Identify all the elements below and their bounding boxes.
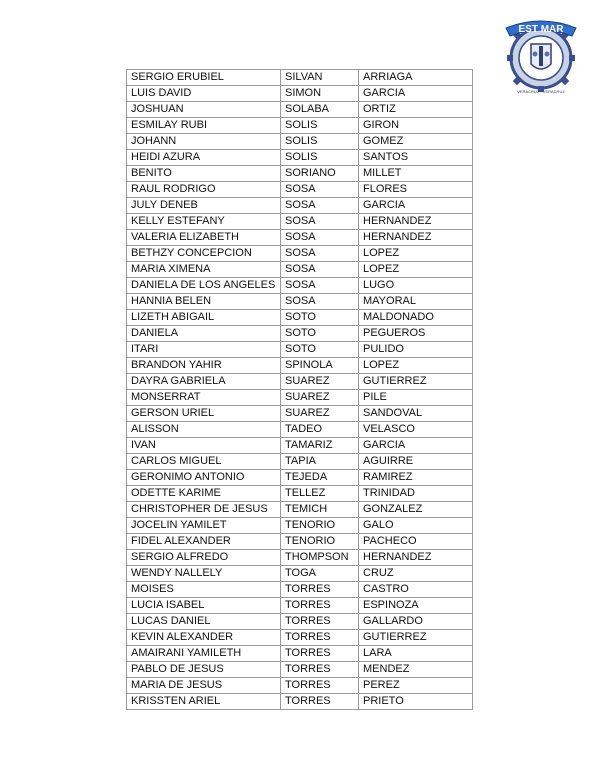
- maternal-surname-cell: LARA: [359, 646, 473, 662]
- paternal-surname-cell: TELLEZ: [281, 486, 359, 502]
- maternal-surname-cell: PRIETO: [359, 694, 473, 710]
- table-row: [127, 230, 473, 246]
- paternal-surname-cell: TORRES: [281, 630, 359, 646]
- paternal-surname-cell: SOTO: [281, 326, 359, 342]
- table-row: [127, 422, 473, 438]
- first-name-cell: MARIA DE JESUS: [127, 678, 281, 694]
- table-row: [127, 198, 473, 214]
- maternal-surname-cell: PULIDO: [359, 342, 473, 358]
- maternal-surname-cell: LUGO: [359, 278, 473, 294]
- table-row: [127, 438, 473, 454]
- maternal-surname-cell: MENDEZ: [359, 662, 473, 678]
- paternal-surname-cell: SOSA: [281, 198, 359, 214]
- paternal-surname-cell: SOSA: [281, 182, 359, 198]
- maternal-surname-cell: HERNANDEZ: [359, 214, 473, 230]
- first-name-cell: LUCAS DANIEL: [127, 614, 281, 630]
- first-name-cell: PABLO DE JESUS: [127, 662, 281, 678]
- first-name-cell: ODETTE KARIME: [127, 486, 281, 502]
- first-name-cell: LIZETH ABIGAIL: [127, 310, 281, 326]
- paternal-surname-cell: SPINOLA: [281, 358, 359, 374]
- table-row: [127, 214, 473, 230]
- first-name-cell: BRANDON YAHIR: [127, 358, 281, 374]
- maternal-surname-cell: GIRON: [359, 118, 473, 134]
- paternal-surname-cell: SOLIS: [281, 118, 359, 134]
- first-name-cell: KRISSTEN ARIEL: [127, 694, 281, 710]
- first-name-cell: MOISES: [127, 582, 281, 598]
- first-name-cell: JOCELIN YAMILET: [127, 518, 281, 534]
- first-name-cell: SERGIO ERUBIEL: [127, 70, 281, 86]
- first-name-cell: JOHANN: [127, 134, 281, 150]
- table-row: [127, 310, 473, 326]
- maternal-surname-cell: PILE: [359, 390, 473, 406]
- first-name-cell: HANNIA BELEN: [127, 294, 281, 310]
- student-roster-table: [126, 69, 473, 710]
- first-name-cell: HEIDI AZURA: [127, 150, 281, 166]
- paternal-surname-cell: THOMPSON: [281, 550, 359, 566]
- paternal-surname-cell: SOTO: [281, 342, 359, 358]
- first-name-cell: VALERIA ELIZABETH: [127, 230, 281, 246]
- maternal-surname-cell: GALO: [359, 518, 473, 534]
- first-name-cell: CARLOS MIGUEL: [127, 454, 281, 470]
- maternal-surname-cell: CASTRO: [359, 582, 473, 598]
- maternal-surname-cell: MILLET: [359, 166, 473, 182]
- first-name-cell: DANIELA: [127, 326, 281, 342]
- maternal-surname-cell: GUTIERREZ: [359, 374, 473, 390]
- school-logo: [500, 14, 582, 96]
- maternal-surname-cell: LOPEZ: [359, 358, 473, 374]
- first-name-cell: ALISSON: [127, 422, 281, 438]
- maternal-surname-cell: SANDOVAL: [359, 406, 473, 422]
- maternal-surname-cell: HERNANDEZ: [359, 550, 473, 566]
- paternal-surname-cell: SOSA: [281, 230, 359, 246]
- first-name-cell: CHRISTOPHER DE JESUS: [127, 502, 281, 518]
- maternal-surname-cell: GUTIERREZ: [359, 630, 473, 646]
- maternal-surname-cell: GARCIA: [359, 86, 473, 102]
- table-row: [127, 134, 473, 150]
- table-row: [127, 342, 473, 358]
- table-row: [127, 534, 473, 550]
- maternal-surname-cell: LOPEZ: [359, 246, 473, 262]
- paternal-surname-cell: SOLIS: [281, 150, 359, 166]
- maternal-surname-cell: LOPEZ: [359, 262, 473, 278]
- first-name-cell: GERONIMO ANTONIO: [127, 470, 281, 486]
- first-name-cell: ESMILAY RUBI: [127, 118, 281, 134]
- maternal-surname-cell: GARCIA: [359, 438, 473, 454]
- maternal-surname-cell: AGUIRRE: [359, 454, 473, 470]
- maternal-surname-cell: GALLARDO: [359, 614, 473, 630]
- table-row: [127, 294, 473, 310]
- first-name-cell: LUIS DAVID: [127, 86, 281, 102]
- first-name-cell: MONSERRAT: [127, 390, 281, 406]
- paternal-surname-cell: SILVAN: [281, 70, 359, 86]
- paternal-surname-cell: SOLIS: [281, 134, 359, 150]
- paternal-surname-cell: TENORIO: [281, 518, 359, 534]
- table-row: [127, 390, 473, 406]
- maternal-surname-cell: SANTOS: [359, 150, 473, 166]
- first-name-cell: BENITO: [127, 166, 281, 182]
- first-name-cell: SERGIO ALFREDO: [127, 550, 281, 566]
- paternal-surname-cell: SOSA: [281, 246, 359, 262]
- paternal-surname-cell: SUAREZ: [281, 390, 359, 406]
- paternal-surname-cell: TOGA: [281, 566, 359, 582]
- first-name-cell: LUCIA ISABEL: [127, 598, 281, 614]
- paternal-surname-cell: TEMICH: [281, 502, 359, 518]
- first-name-cell: ITARI: [127, 342, 281, 358]
- first-name-cell: WENDY NALLELY: [127, 566, 281, 582]
- paternal-surname-cell: TORRES: [281, 662, 359, 678]
- first-name-cell: KEVIN ALEXANDER: [127, 630, 281, 646]
- paternal-surname-cell: SOSA: [281, 278, 359, 294]
- paternal-surname-cell: TORRES: [281, 646, 359, 662]
- table-row: [127, 406, 473, 422]
- table-row: [127, 598, 473, 614]
- maternal-surname-cell: ESPINOZA: [359, 598, 473, 614]
- table-row: [127, 278, 473, 294]
- maternal-surname-cell: VELASCO: [359, 422, 473, 438]
- table-row: [127, 182, 473, 198]
- paternal-surname-cell: TADEO: [281, 422, 359, 438]
- paternal-surname-cell: TENORIO: [281, 534, 359, 550]
- first-name-cell: DAYRA GABRIELA: [127, 374, 281, 390]
- table-row: [127, 518, 473, 534]
- maternal-surname-cell: PACHECO: [359, 534, 473, 550]
- table-row: [127, 678, 473, 694]
- maternal-surname-cell: ARRIAGA: [359, 70, 473, 86]
- paternal-surname-cell: SORIANO: [281, 166, 359, 182]
- table-row: [127, 662, 473, 678]
- table-row: [127, 566, 473, 582]
- maternal-surname-cell: PEGUEROS: [359, 326, 473, 342]
- paternal-surname-cell: TORRES: [281, 582, 359, 598]
- paternal-surname-cell: TORRES: [281, 678, 359, 694]
- table-row: [127, 550, 473, 566]
- table-row: [127, 646, 473, 662]
- table-row: [127, 454, 473, 470]
- paternal-surname-cell: TORRES: [281, 694, 359, 710]
- paternal-surname-cell: SOTO: [281, 310, 359, 326]
- table-row: [127, 118, 473, 134]
- paternal-surname-cell: SOLABA: [281, 102, 359, 118]
- paternal-surname-cell: TEJEDA: [281, 470, 359, 486]
- table-row: [127, 358, 473, 374]
- maternal-surname-cell: CRUZ: [359, 566, 473, 582]
- maternal-surname-cell: MAYORAL: [359, 294, 473, 310]
- table-row: [127, 166, 473, 182]
- first-name-cell: FIDEL ALEXANDER: [127, 534, 281, 550]
- first-name-cell: JOSHUAN: [127, 102, 281, 118]
- maternal-surname-cell: FLORES: [359, 182, 473, 198]
- table-row: [127, 246, 473, 262]
- table-row: [127, 70, 473, 86]
- table-row: [127, 102, 473, 118]
- maternal-surname-cell: GARCIA: [359, 198, 473, 214]
- first-name-cell: AMAIRANI YAMILETH: [127, 646, 281, 662]
- maternal-surname-cell: TRINIDAD: [359, 486, 473, 502]
- paternal-surname-cell: SOSA: [281, 262, 359, 278]
- table-row: [127, 262, 473, 278]
- logo-caption: VERACRUZ · VERACRUZ: [517, 89, 565, 94]
- first-name-cell: KELLY ESTEFANY: [127, 214, 281, 230]
- paternal-surname-cell: SUAREZ: [281, 374, 359, 390]
- paternal-surname-cell: SOSA: [281, 214, 359, 230]
- paternal-surname-cell: SIMON: [281, 86, 359, 102]
- maternal-surname-cell: MALDONADO: [359, 310, 473, 326]
- first-name-cell: DANIELA DE LOS ANGELES: [127, 278, 281, 294]
- first-name-cell: JULY DENEB: [127, 198, 281, 214]
- first-name-cell: RAUL RODRIGO: [127, 182, 281, 198]
- table-row: [127, 86, 473, 102]
- first-name-cell: GERSON URIEL: [127, 406, 281, 422]
- maternal-surname-cell: GONZALEZ: [359, 502, 473, 518]
- paternal-surname-cell: TAMARIZ: [281, 438, 359, 454]
- maternal-surname-cell: ORTIZ: [359, 102, 473, 118]
- paternal-surname-cell: TORRES: [281, 614, 359, 630]
- first-name-cell: IVAN: [127, 438, 281, 454]
- roster-body: [127, 70, 473, 710]
- paternal-surname-cell: TORRES: [281, 598, 359, 614]
- table-row: [127, 374, 473, 390]
- table-row: [127, 150, 473, 166]
- paternal-surname-cell: SOSA: [281, 294, 359, 310]
- table-row: [127, 614, 473, 630]
- table-row: [127, 502, 473, 518]
- maternal-surname-cell: GOMEZ: [359, 134, 473, 150]
- table-row: [127, 470, 473, 486]
- paternal-surname-cell: SUAREZ: [281, 406, 359, 422]
- first-name-cell: MARIA XIMENA: [127, 262, 281, 278]
- paternal-surname-cell: TAPIA: [281, 454, 359, 470]
- first-name-cell: BETHZY CONCEPCION: [127, 246, 281, 262]
- table-row: [127, 486, 473, 502]
- table-row: [127, 630, 473, 646]
- table-row: [127, 326, 473, 342]
- maternal-surname-cell: RAMIREZ: [359, 470, 473, 486]
- table-row: [127, 582, 473, 598]
- maternal-surname-cell: PEREZ: [359, 678, 473, 694]
- maternal-surname-cell: HERNANDEZ: [359, 230, 473, 246]
- logo-text: EST MAR: [518, 24, 564, 35]
- table-row: [127, 694, 473, 710]
